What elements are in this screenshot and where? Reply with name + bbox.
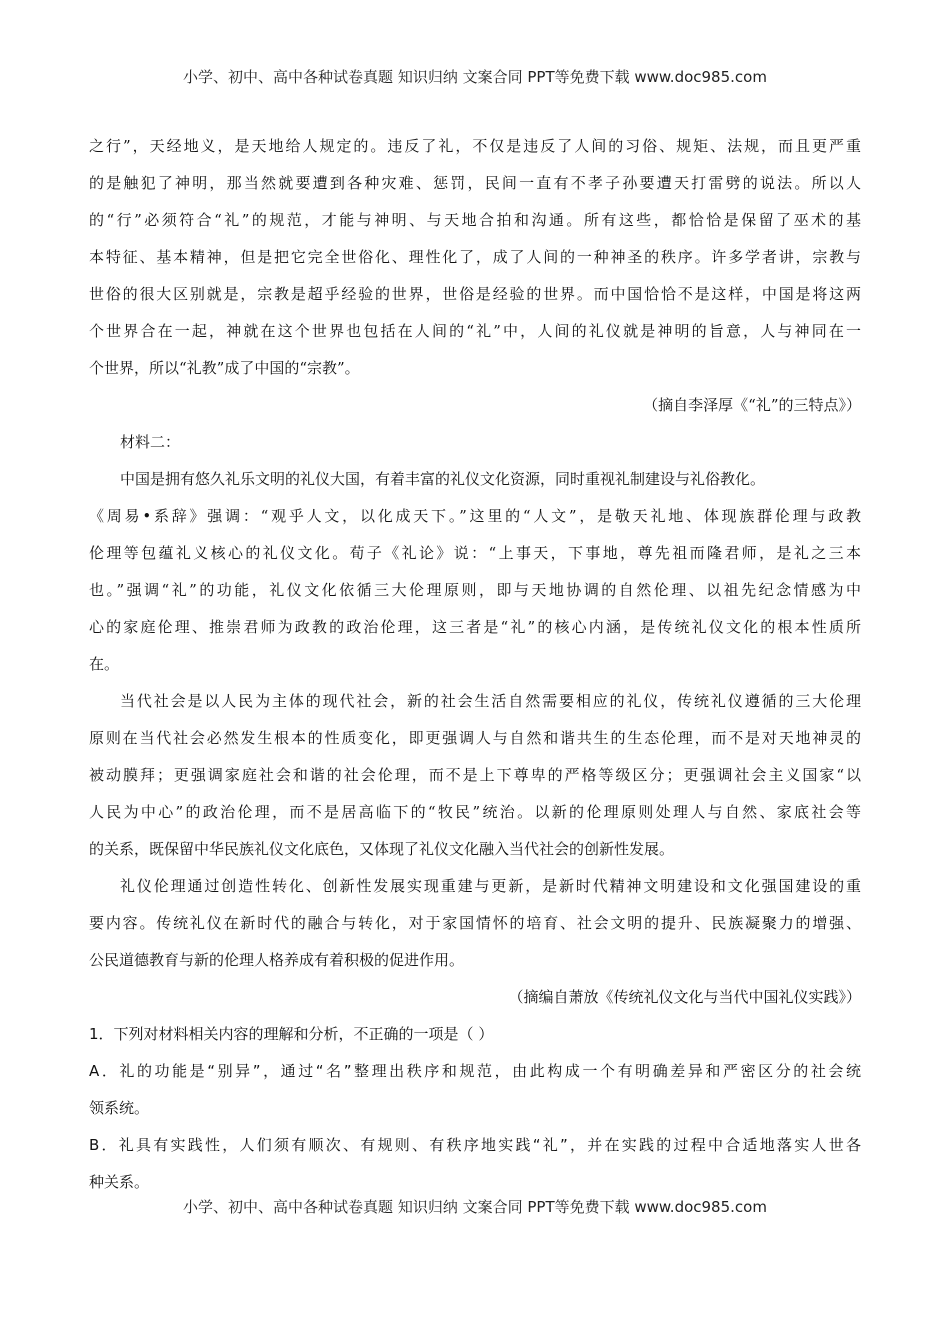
source-citation-1: （摘自李泽厚《“礼”的三特点》） <box>643 396 861 414</box>
text-line: 心的家庭伦理、推崇君师为政教的政治伦理，这三者是“礼”的核心内涵，是传统礼仪文化的根本性质所 <box>89 618 861 636</box>
text-line: 世俗的很大区别就是，宗教是超乎经验的世界，世俗是经验的世界。而中国恰恰不是这样，中国是将这两 <box>89 285 861 303</box>
option-a-line: A．礼的功能是“别异”，通过“名”整理出秩序和规范，由此构成一个有明确差异和严密区分的社会统 <box>89 1062 861 1080</box>
page-footer-watermark: 小学、初中、高中各种试卷真题 知识归纳 文案合同 PPT等免费下载 www.doc985.com <box>183 1198 767 1216</box>
text-line: 公民道德教育与新的伦理人格养成有着积极的促进作用。 <box>89 951 465 969</box>
text-line: 中国是拥有悠久礼乐文明的礼仪大国，有着丰富的礼仪文化资源，同时重视礼制建设与礼俗教化。 <box>120 470 766 488</box>
text-line: 的是触犯了神明，那当然就要遭到各种灾难、惩罚，民间一直有不孝子孙要遭天打雷劈的说法。所以人 <box>89 174 861 192</box>
text-line: 人民为中心”的政治伦理，而不是居高临下的“牧民”统治。以新的伦理原则处理人与自然、家底社会等 <box>89 803 861 821</box>
option-b-line: 种关系。 <box>89 1173 150 1191</box>
question-1 <box>89 1016 861 1201</box>
text-line: 当代社会是以人民为主体的现代社会，新的社会生活自然需要相应的礼仪，传统礼仪遵循的三大伦理 <box>120 692 861 710</box>
text-line: 被动膜拜；更强调家庭社会和谐的社会伦理，而不是上下尊卑的严格等级区分；更强调社会主义国家“以 <box>89 766 861 784</box>
text-line: 原则在当代社会必然发生根本的性质变化，即更强调人与自然和谐共生的生态伦理，而不是对天地神灵的 <box>89 729 861 747</box>
material-two-label: 材料二： <box>120 433 181 451</box>
option-b-line: B．礼具有实践性，人们须有顺次、有规则、有秩序地实践“礼”，并在实践的过程中合适地落实人世各 <box>89 1136 861 1154</box>
paragraph-ritual-ethics <box>89 868 861 979</box>
text-line: 之行”，天经地义，是天地给人规定的。违反了礼，不仅是违反了人间的习俗、规矩、法规，而且更严重 <box>89 137 861 155</box>
text-line: 的关系，既保留中华民族礼仪文化底色，又体现了礼仪文化融入当代社会的创新性发展。 <box>89 840 675 858</box>
paragraph-contemporary-society <box>89 683 861 868</box>
question-stem: 1．下列对材料相关内容的理解和分析，不正确的一项是（ ） <box>89 1025 494 1043</box>
text-line: 礼仪伦理通过创造性转化、创新性发展实现重建与更新，是新时代精神文明建设和文化强国建设的重 <box>120 877 861 895</box>
paragraph-material2-intro <box>89 461 861 683</box>
text-line: 本特征、基本精神，但是把它完全世俗化、理性化了，成了人间的一种神圣的秩序。许多学者讲，宗教与 <box>89 248 861 266</box>
text-line: 的“行”必须符合“礼”的规范，才能与神明、与天地合拍和沟通。所有这些，都恰恰是保留了巫术的基 <box>89 211 861 229</box>
text-line: 伦理等包蕴礼义核心的礼仪文化。荀子《礼论》说：“上事天，下事地，尊先祖而隆君师，是礼之三本 <box>89 544 861 562</box>
paragraph-material1-end <box>89 128 861 387</box>
text-line: 个世界合在一起，神就在这个世界也包括在人间的“礼”中，人间的礼仪就是神明的旨意，人与神同在一 <box>89 322 861 340</box>
option-a-line: 领系统。 <box>89 1099 150 1117</box>
text-line: 在。 <box>89 655 120 673</box>
document-body <box>89 128 861 1201</box>
source-citation-2: （摘编自萧放《传统礼仪文化与当代中国礼仪实践》） <box>508 988 861 1006</box>
page-header-watermark: 小学、初中、高中各种试卷真题 知识归纳 文案合同 PPT等免费下载 www.doc985.com <box>183 68 767 86</box>
text-line: 也。”强调“礼”的功能，礼仪文化依循三大伦理原则，即与天地协调的自然伦理、以祖先纪念情感为中 <box>89 581 861 599</box>
text-line: 要内容。传统礼仪在新时代的融合与转化，对于家国情怀的培育、社会文明的提升、民族凝聚力的增强、 <box>89 914 861 932</box>
text-line: 个世界，所以“礼教”成了中国的“宗教”。 <box>89 359 360 377</box>
text-line: 《周易•系辞》强调：“观乎人文，以化成天下。”这里的“人文”，是敬天礼地、体现族群伦理与政教 <box>89 507 861 525</box>
